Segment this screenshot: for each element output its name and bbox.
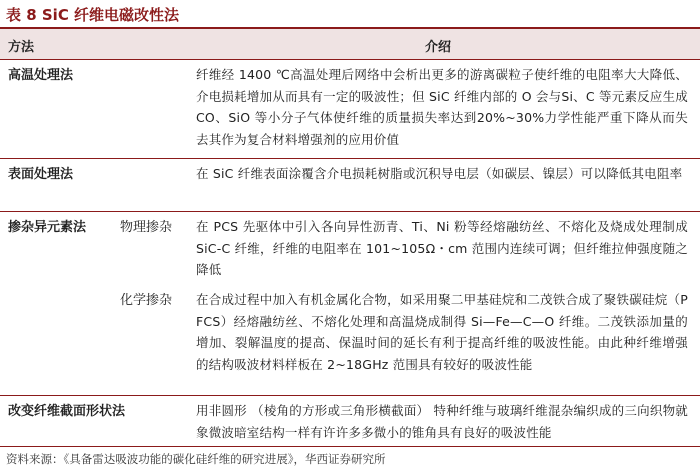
table-title: 表 8 SiC 纤维电磁改性法	[6, 6, 180, 24]
row-method: 表面处理法	[8, 167, 74, 182]
row-method: 掺杂异元素法	[8, 220, 87, 235]
row-description: 在合成过程中加入有机金属化合物，如采用聚二甲基硅烷和二茂铁合成了聚铁碳硅烷（PFCS）经熔融纺丝、不熔化处理和高温烧成制得 Si—Fe—C—O 纤维。二茂铁添加量的增加、裂解温度的提高、保温时间的延长有利于提高纤维的吸波性能。由此种纤维增强的结构吸波材料样板在 2~18GHz 范围具有较好的吸波性能	[196, 292, 688, 372]
row-method: 高温处理法	[8, 68, 74, 83]
row-description: 在 PCS 先驱体中引入各向异性沥青、Ti、Ni 粉等经熔融纺丝、不熔化及烧成处理制成 SiC-C 纤维，纤维的电阻率在 101~105Ω・cm 范围内连续可调；但纤维拉伸强度随之降低	[196, 219, 688, 277]
row-method: 改变纤维截面形状法	[8, 404, 126, 419]
header-description: 介绍	[425, 40, 452, 55]
row-description: 用非圆形 （棱角的方形或三角形横截面） 特种纤维与玻璃纤维混杂编织成的三向织物就象微波暗室结构一样有许许多多微小的锥角具有良好的吸波性能	[196, 403, 688, 440]
row-submethod: 化学掺杂	[120, 293, 173, 308]
table-row	[0, 212, 700, 285]
table-row	[0, 159, 700, 212]
footer-divider	[0, 446, 700, 447]
table-row	[0, 285, 700, 396]
row-description: 在 SiC 纤维表面涂覆含介电损耗树脂或沉积导电层（如碳层、镍层）可以降低其电阻率	[196, 166, 683, 181]
table-row	[0, 60, 700, 159]
table-header	[0, 29, 700, 60]
header-method: 方法	[8, 40, 35, 55]
row-description: 纤维经 1400 ℃高温处理后网络中会析出更多的游离碳粒子使纤维的电阻率大大降低、介电损耗增加从而具有一定的吸波性；但 SiC 纤维内部的 O 会与Si、C 等元素反应生成 CO、SiO 等小分子气体使纤维的质量损失率达到20%~30%力学性能严重下降从而失去其作为复合材料增强剂的应用价值	[196, 67, 688, 147]
source-note: 资料来源：《具备雷达吸波功能的碳化硅纤维的研究进展》，华西证券研究所	[6, 452, 386, 466]
table-row	[0, 396, 700, 446]
row-submethod: 物理掺杂	[120, 220, 173, 235]
